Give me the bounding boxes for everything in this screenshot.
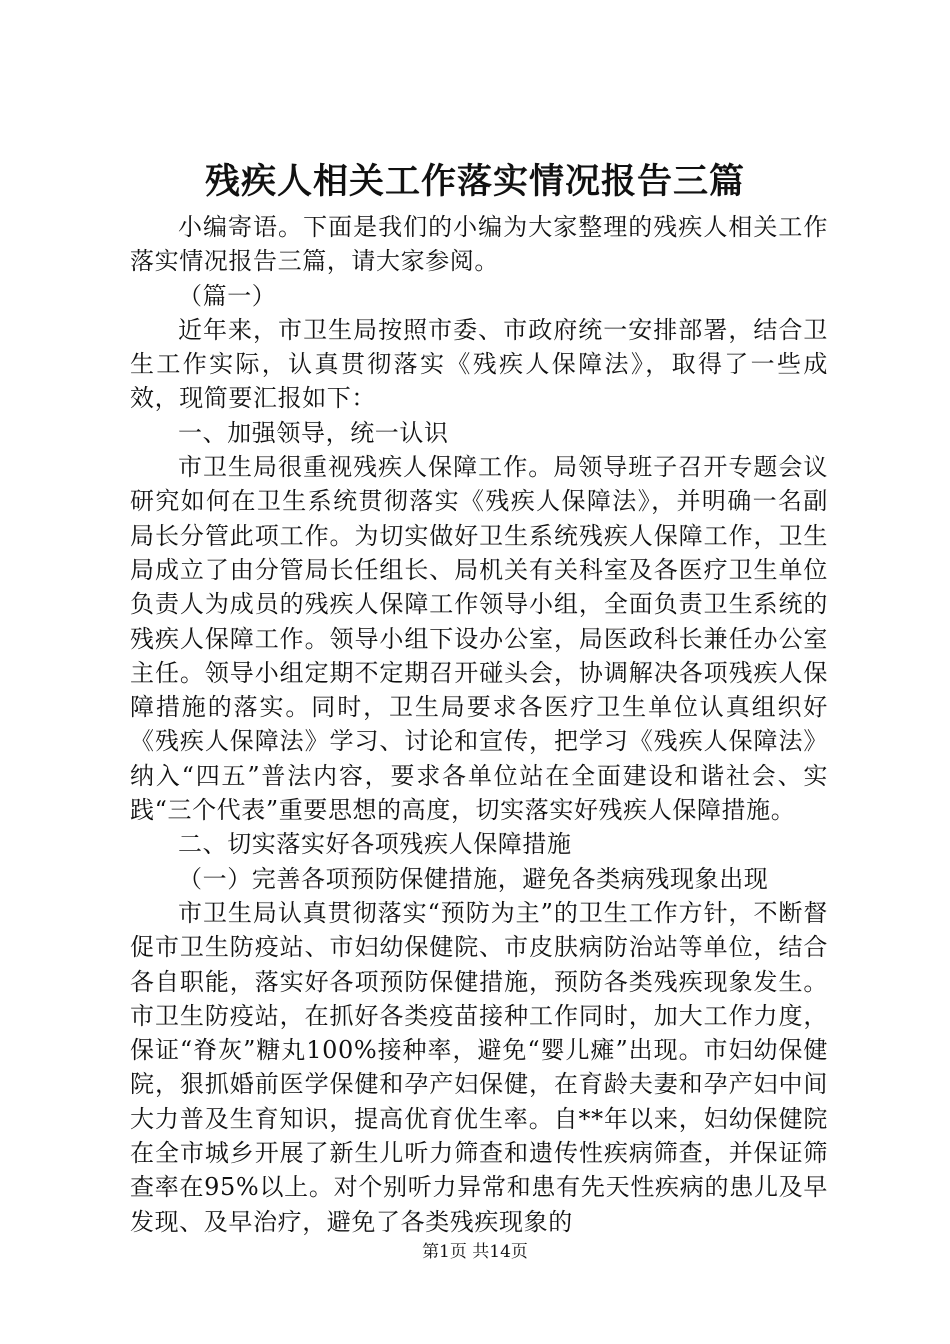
- document-body: [130, 210, 828, 1239]
- intro-paragraph: 小编寄语。下面是我们的小编为大家整理的残疾人相关工作落实情况报告三篇，请大家参阅。: [130, 213, 828, 276]
- heading-strengthen-leadership: 一、加强领导，统一认识: [178, 418, 449, 447]
- section-label-part-one: （篇一）: [178, 281, 277, 310]
- heading-implement-measures: 二、切实落实好各项残疾人保障措施: [178, 830, 572, 859]
- overview-paragraph: 近年来，市卫生局按照市委、市政府统一安排部署，结合卫生工作实际，认真贯彻落实《残疾人保障法》，取得了一些成效，现简要汇报如下：: [130, 315, 828, 413]
- subheading-prevention: （一）完善各项预防保健措施，避免各类病残现象出现: [178, 864, 769, 893]
- leadership-paragraph: 市卫生局很重视残疾人保障工作。局领导班子召开专题会议研究如何在卫生系统贯彻落实《残疾人保障法》，并明确一名副局长分管此项工作。为切实做好卫生系统残疾人保障工作，卫生局成立了由分管局长任组长、局机关有关科室及各医疗卫生单位负责人为成员的残疾人保障工作领导小组，全面负责卫生系统的残疾人保障工作。领导小组下设办公室，局医政科长兼任办公室主任。领导小组定期不定期召开碰头会，协调解决各项残疾人保障措施的落实。同时，卫生局要求各医疗卫生单位认真组织好《残疾人保障法》学习、讨论和宣传，把学习《残疾人保障法》纳入“四五”普法内容，要求各单位站在全面建设和谐社会、实践“三个代表”重要思想的高度，切实落实好残疾人保障措施。: [130, 453, 828, 825]
- document-title: 残疾人相关工作落实情况报告三篇: [204, 161, 745, 202]
- page-footer: 第1页 共14页: [422, 1242, 528, 1262]
- prevention-paragraph: 市卫生局认真贯彻落实“预防为主”的卫生工作方针，不断督促市卫生防疫站、市妇幼保健院、市皮肤病防治站等单位，结合各自职能，落实好各项预防保健措施，预防各类残疾现象发生。市卫生防疫站，在抓好各类疫苗接种工作同时，加大工作力度，保证“脊灰”糖丸100%接种率，避免“婴儿瘫”出现。市妇幼保健院，狠抓婚前医学保健和孕产妇保健，在育龄夫妻和孕产妇中间大力普及生育知识，提高优育优生率。自**年以来，妇幼保健院在全市城乡开展了新生儿听力筛查和遗传性疾病筛查，并保证筛查率在95%以上。对个别听力异常和患有先天性疾病的患儿及早发现、及早治疗，避免了各类残疾现象的: [130, 898, 828, 1236]
